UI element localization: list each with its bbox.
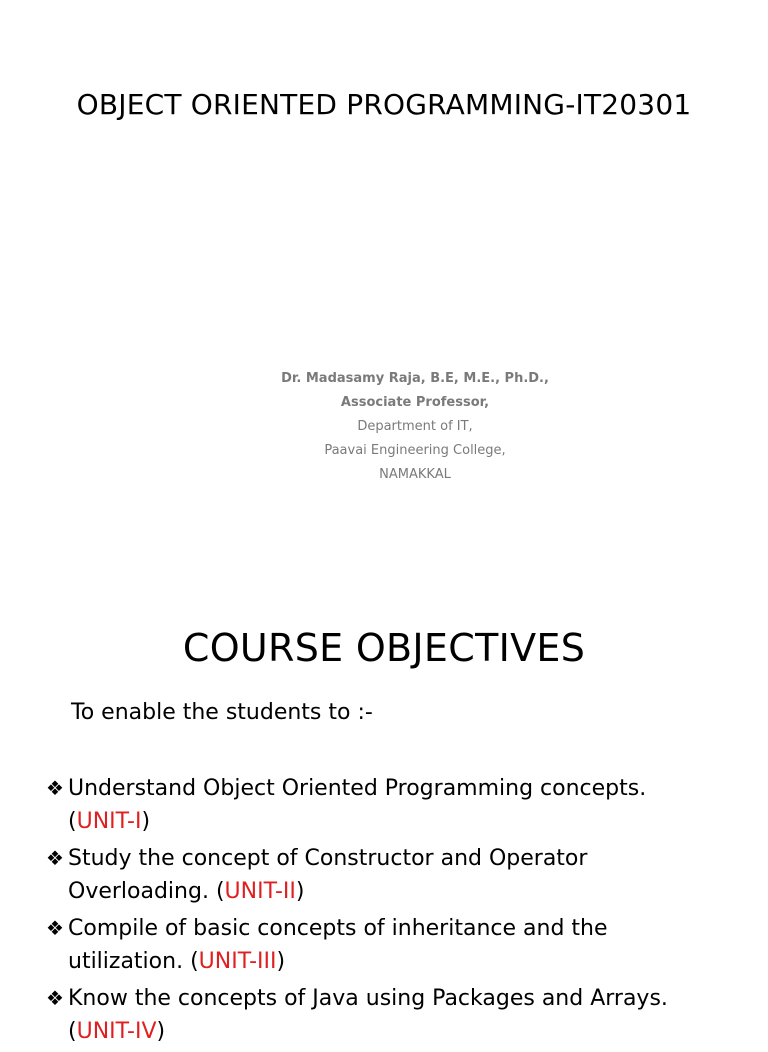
objective-line-1: Understand Object Oriented Programming concepts. xyxy=(68,776,647,801)
objective-prefix: utilization. ( xyxy=(68,949,199,974)
unit-label: UNIT-IV xyxy=(76,1019,157,1044)
objective-line-2 xyxy=(68,805,746,838)
author-city: NAMAKKAL xyxy=(379,467,451,482)
objectives-slide xyxy=(0,576,768,1044)
unit-label: UNIT-III xyxy=(198,949,277,974)
objective-suffix: ) xyxy=(141,809,151,834)
course-title: OBJECT ORIENTED PROGRAMMING-IT20301 xyxy=(76,88,692,121)
author-department: Department of IT, xyxy=(357,419,473,434)
diamond-bullet-icon: ❖ xyxy=(46,776,64,800)
objective-suffix: ) xyxy=(295,879,305,904)
diamond-bullet-icon: ❖ xyxy=(46,916,64,940)
objectives-list xyxy=(46,772,746,1052)
objective-item xyxy=(46,982,746,1048)
objective-prefix: ( xyxy=(68,1019,77,1044)
author-position: Associate Professor, xyxy=(340,395,490,410)
objective-line-1: Study the concept of Constructor and Operator xyxy=(68,846,588,871)
author-college: Paavai Engineering College, xyxy=(324,443,506,458)
objectives-title: COURSE OBJECTIVES xyxy=(182,626,586,670)
objective-prefix: Overloading. ( xyxy=(68,879,225,904)
unit-label: UNIT-II xyxy=(224,879,296,904)
author-name: Dr. Madasamy Raja, B.E, M.E., Ph.D., xyxy=(281,371,549,386)
objective-item xyxy=(46,772,746,838)
objectives-intro: To enable the students to :- xyxy=(71,700,373,725)
objective-line-1: Compile of basic concepts of inheritance and the xyxy=(68,916,608,941)
objective-line-2 xyxy=(68,1015,746,1048)
unit-label: UNIT-I xyxy=(76,809,142,834)
objective-line-2 xyxy=(68,945,746,978)
diamond-bullet-icon: ❖ xyxy=(46,986,64,1010)
objective-line-1: Know the concepts of Java using Packages and Arrays. xyxy=(68,986,668,1011)
objective-item xyxy=(46,842,746,908)
objective-suffix: ) xyxy=(276,949,286,974)
objective-item xyxy=(46,912,746,978)
objective-suffix: ) xyxy=(156,1019,166,1044)
objective-prefix: ( xyxy=(68,809,77,834)
objective-line-2 xyxy=(68,875,746,908)
diamond-bullet-icon: ❖ xyxy=(46,846,64,870)
author-block xyxy=(190,367,640,487)
